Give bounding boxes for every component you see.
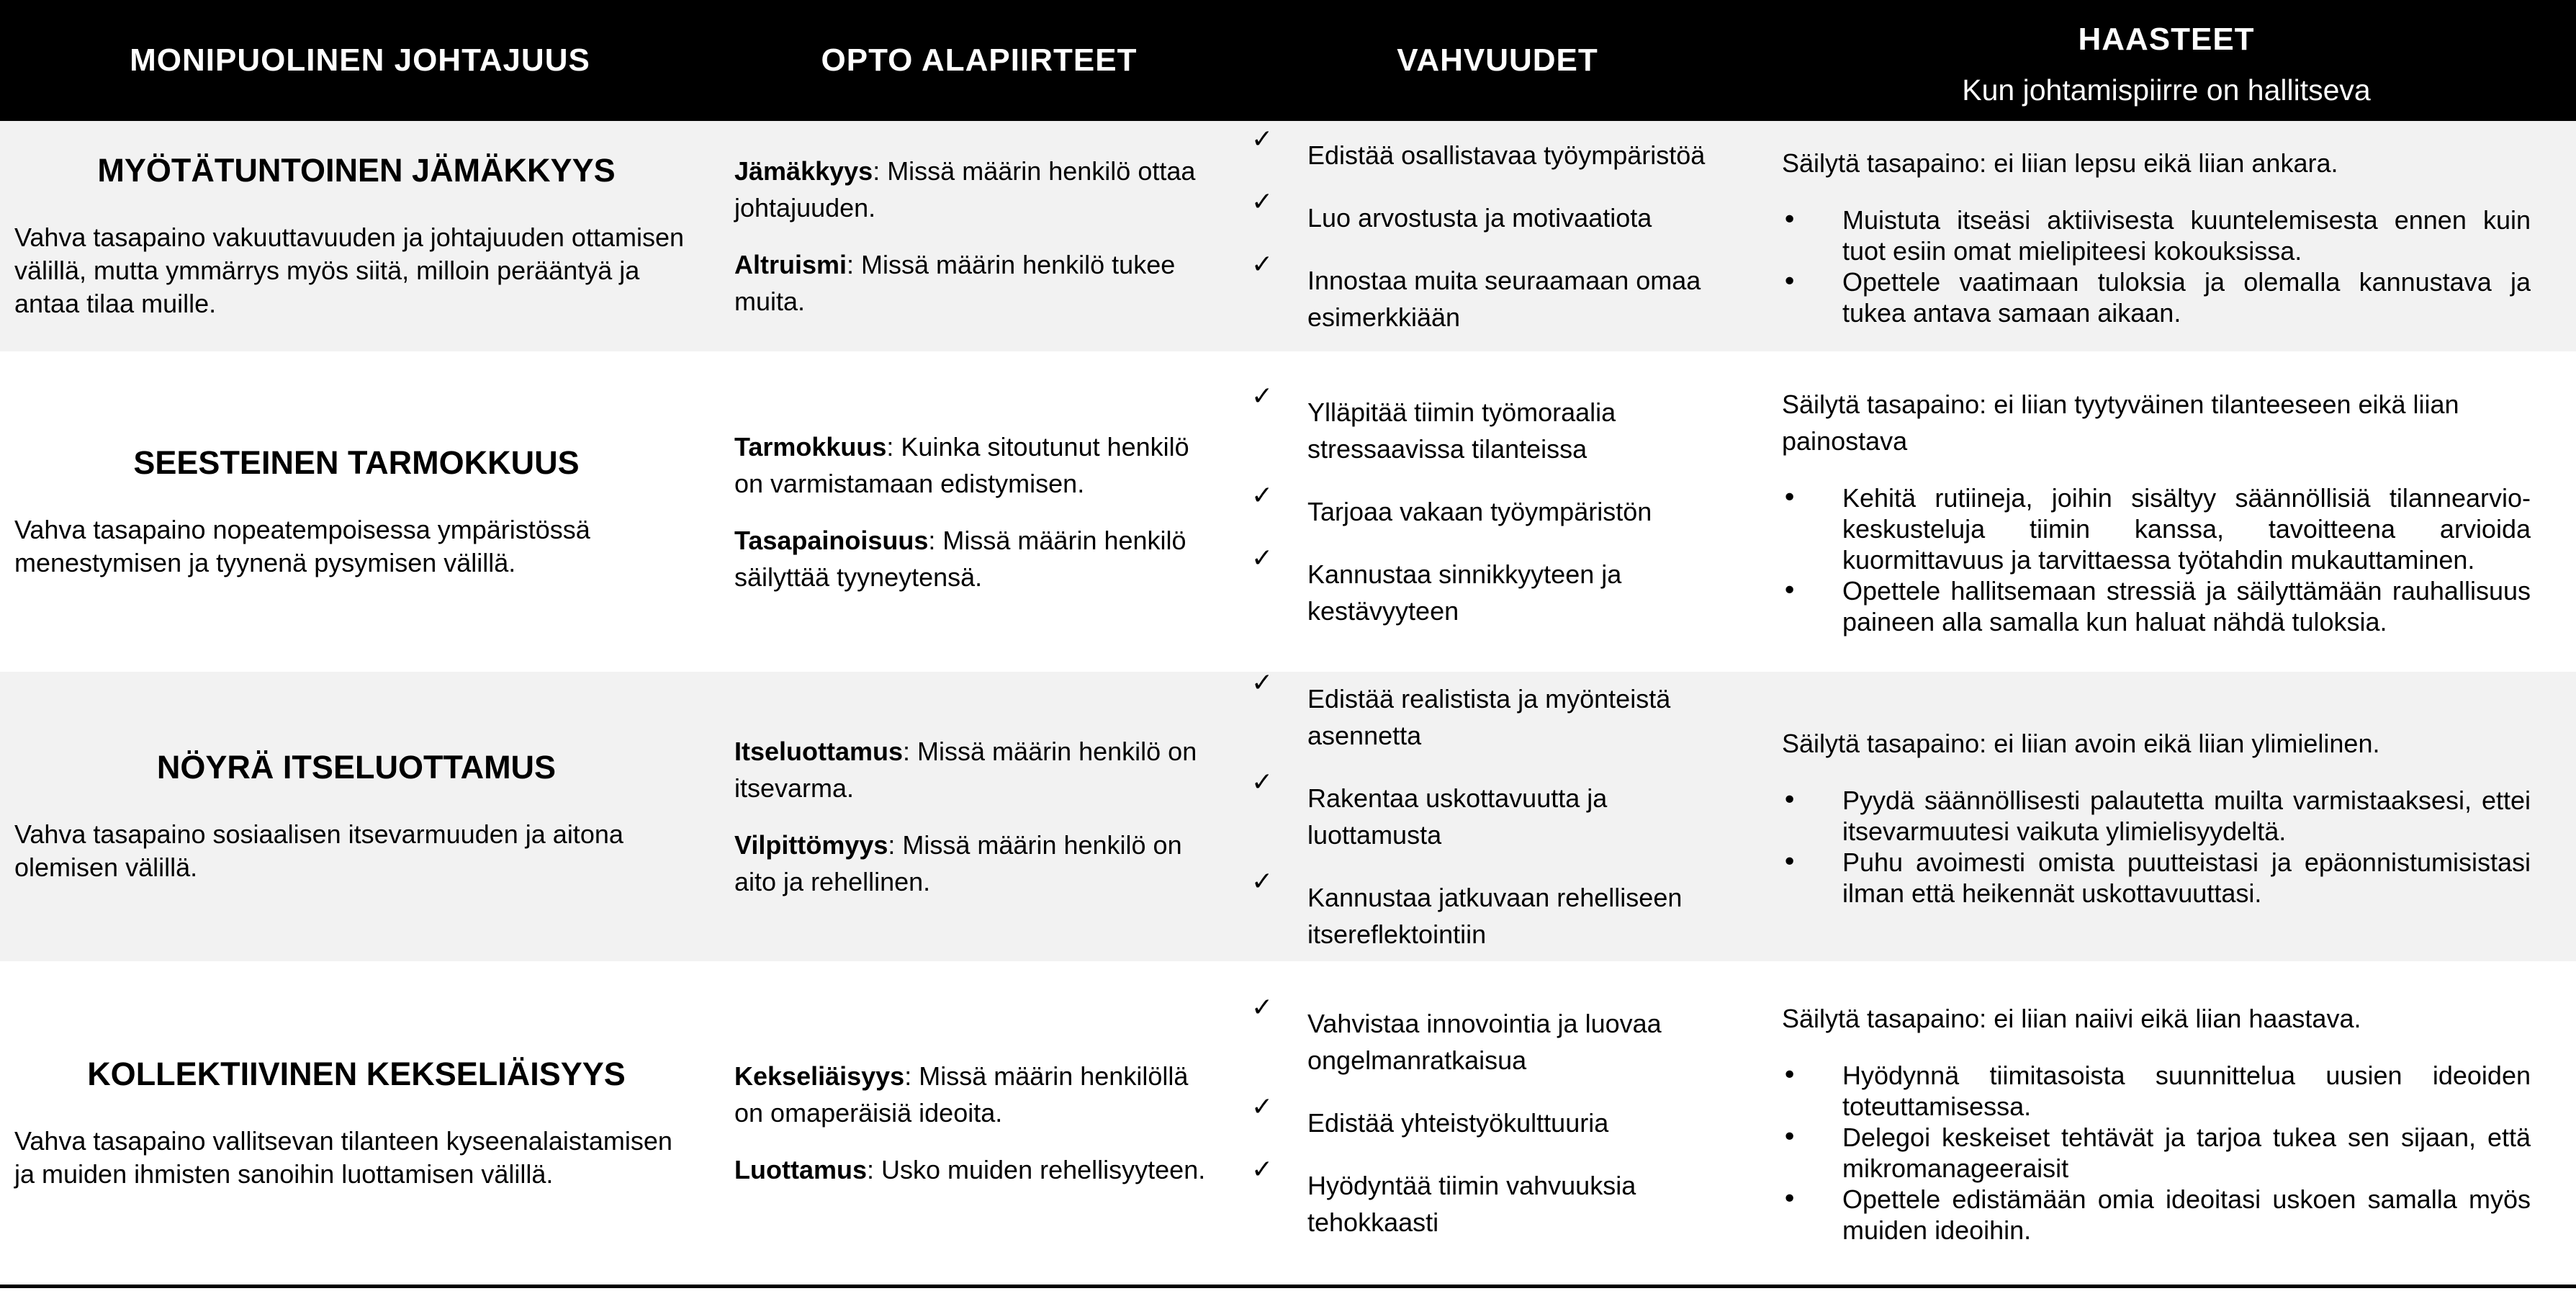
bullet-icon: •: [1782, 1184, 1798, 1214]
bullet-icon: •: [1782, 483, 1798, 513]
check-icon: ✓: [1251, 187, 1274, 217]
strength-text: Luo arvostusta ja motivaatiota: [1307, 203, 1652, 233]
strength-text: Kannustaa jatkuvaan rehelliseen itsereflektointiin: [1307, 883, 1683, 949]
strength-text: Edistää osallistavaa työympäristöä: [1307, 140, 1706, 170]
check-icon: ✓: [1251, 544, 1274, 573]
header-strengths-label: VAHVUUDET: [1397, 42, 1598, 78]
challenge-item: [1782, 575, 2531, 637]
table-header: [0, 0, 2576, 121]
subtrait: [734, 153, 1224, 226]
subtrait-text: : Missä määrin henkilö ottaa johtajuuden.: [734, 156, 1196, 222]
strength-item: [1238, 187, 1742, 236]
subtrait: [734, 733, 1224, 806]
subtrait-name: Itseluottamus: [734, 737, 904, 766]
trait-cell: [0, 961, 713, 1285]
strength-text: Edistää realistista ja myönteistä asennetta: [1307, 684, 1671, 750]
subtrait-text: : Missä määrin henkilö tukee muita.: [734, 250, 1176, 316]
trait-cell: [0, 672, 713, 961]
trait-description: Vahva tasapaino vakuuttavuuden ja johtajuuden ottamisen välillä, mutta ymmärrys myös siitä, milloin perääntyä ja antaa tilaa muille.: [14, 222, 685, 318]
trait-cell: [0, 351, 713, 672]
trait-title: NÖYRÄ ITSELUOTTAMUS: [156, 749, 557, 786]
strength-text: Vahvistaa innovointia ja luovaa ongelmanratkaisua: [1307, 1009, 1662, 1075]
trait-title: MYÖTÄTUNTOINEN JÄMÄKKYYS: [97, 152, 616, 189]
strength-item: [1238, 867, 1742, 953]
challenge-text: Opettele hallitsemaan stressiä ja säilyttämään rauhallisuus paineen alla samalla kun haluat nähdä tuloksia.: [1842, 576, 2531, 636]
bullet-icon: •: [1782, 266, 1798, 297]
challenge-list: [1782, 204, 2531, 328]
strength-text: Rakentaa uskottavuutta ja luottamusta: [1307, 783, 1608, 850]
table-row: [0, 351, 2576, 672]
subtrait: [734, 827, 1224, 900]
strength-text: Tarjoaa vakaan työympäristön: [1307, 497, 1652, 526]
subtraits-cell: [734, 121, 1231, 351]
check-icon: ✓: [1251, 382, 1274, 411]
bullet-icon: •: [1782, 204, 1798, 235]
subtrait-text: : Missä määrin henkilö on aito ja rehellinen.: [734, 830, 1182, 896]
challenge-item: [1782, 204, 2531, 266]
bullet-icon: •: [1782, 785, 1798, 815]
check-icon: ✓: [1251, 1092, 1274, 1122]
bullet-icon: •: [1782, 1061, 1798, 1090]
trait-description: Vahva tasapaino sosiaalisen itsevarmuuden ja aitona olemisen välillä.: [14, 819, 623, 882]
strength-item: [1238, 125, 1742, 174]
strengths-cell: [1238, 351, 1742, 672]
subtraits-cell: [734, 672, 1231, 961]
challenge-text: Opettele vaatimaan tuloksia ja olemalla kannustava ja tukea antava samaan aikaan.: [1842, 266, 2531, 328]
subtrait: [734, 522, 1224, 595]
challenges-cell: [1782, 961, 2531, 1285]
header-leadership: [0, 0, 720, 121]
strength-text: Edistää yhteistyökulttuuria: [1307, 1108, 1609, 1138]
challenge-text: Muistuta itseäsi aktiivisesta kuuntelemisesta ennen kuin tuot esiin omat mielipiteesi kokouksissa.: [1842, 204, 2531, 266]
challenge-text: Kehitä rutiineja, joihin sisältyy säännöllisiä tilannearvio-keskusteluja tiimin kanssa, tavoitteena arvioida kuormittavuus ja tarvittaessa työtahdin mukauttaminen.: [1842, 483, 2531, 575]
challenges-cell: [1782, 121, 2531, 351]
challenge-text: Puhu avoimesti omista puutteistasi ja epäonnistumisistasi ilman että heikennät uskottavuuttasi.: [1842, 847, 2531, 908]
header-challenges: [1757, 0, 2576, 121]
subtrait-name: Kekseliäisyys: [734, 1061, 905, 1091]
challenge-intro: Säilytä tasapaino: ei liian avoin eikä liian ylimielinen.: [1782, 728, 2380, 758]
table-row: [0, 121, 2576, 351]
header-subtraits-label: OPTO ALAPIIRTEET: [821, 42, 1138, 78]
subtrait-name: Tarmokkuus: [734, 431, 887, 462]
bottom-divider: [0, 1285, 2576, 1288]
challenge-item: [1782, 1122, 2531, 1184]
subtrait-text: : Missä määrin henkilö säilyttää tyyneytensä.: [734, 525, 1186, 592]
header-challenges-label: HAASTEET: [2078, 22, 2255, 57]
challenges-cell: [1782, 351, 2531, 672]
bullet-icon: •: [1782, 847, 1798, 877]
challenge-intro: Säilytä tasapaino: ei liian lepsu eikä liian ankara.: [1782, 148, 2338, 178]
check-icon: ✓: [1251, 768, 1274, 797]
subtraits-cell: [734, 961, 1231, 1285]
subtrait: [734, 428, 1224, 502]
strength-item: [1238, 382, 1742, 467]
subtraits-cell: [734, 351, 1231, 672]
trait-description: Vahva tasapaino vallitsevan tilanteen kyseenalaistamisen ja muiden ihmisten sanoihin luottamisen välillä.: [14, 1125, 672, 1189]
subtrait: [734, 1151, 1224, 1188]
check-icon: ✓: [1251, 250, 1274, 279]
challenge-text: Pyydä säännöllisesti palautetta muilta varmistaaksesi, ettei itsevarmuutesi vaikuta ylimielisyydeltä.: [1842, 785, 2531, 846]
strength-text: Hyödyntää tiimin vahvuuksia tehokkaasti: [1307, 1171, 1636, 1237]
challenge-intro: Säilytä tasapaino: ei liian naiivi eikä liian haastava.: [1782, 1004, 2361, 1033]
strength-item: [1238, 768, 1742, 853]
strengths-cell: [1238, 668, 1742, 961]
subtrait-name: Luottamus: [734, 1155, 867, 1184]
trait-description: Vahva tasapaino nopeatempoisessa ympäristössä menestymisen ja tyynenä pysymisen välillä.: [14, 514, 590, 577]
challenges-cell: [1782, 672, 2531, 961]
header-subtraits: [720, 0, 1238, 121]
header-leadership-label: MONIPUOLINEN JOHTAJUUS: [130, 42, 590, 78]
strengths-cell: [1238, 961, 1742, 1285]
check-icon: ✓: [1251, 481, 1274, 510]
challenge-item: [1782, 1060, 2531, 1122]
subtrait-text: : Usko muiden rehellisyyteen.: [867, 1155, 1206, 1184]
check-icon: ✓: [1251, 125, 1274, 154]
strength-item: [1238, 544, 1742, 629]
strength-item: [1238, 1155, 1742, 1241]
check-icon: ✓: [1251, 668, 1274, 698]
challenge-list: [1782, 785, 2531, 909]
subtrait: [734, 246, 1224, 320]
subtrait: [734, 1058, 1224, 1131]
challenge-list: [1782, 1060, 2531, 1246]
trait-title: KOLLEKTIIVINEN KEKSELIÄISYYS: [87, 1055, 626, 1092]
subtrait-text: : Missä määrin henkilö on itsevarma.: [734, 737, 1197, 803]
subtrait-text: : Kuinka sitoutunut henkilö on varmistamaan edistymisen.: [734, 431, 1189, 498]
challenge-text: Opettele edistämään omia ideoitasi uskoen samalla myös muiden ideoihin.: [1842, 1184, 2531, 1245]
challenge-item: [1782, 1184, 2531, 1246]
strength-item: [1238, 993, 1742, 1079]
strength-item: [1238, 1092, 1742, 1141]
strength-item: [1238, 250, 1742, 336]
table-row: [0, 961, 2576, 1285]
bullet-icon: •: [1782, 1123, 1798, 1152]
strengths-cell: [1238, 121, 1742, 351]
challenge-item: [1782, 266, 2531, 328]
subtrait-name: Jämäkkyys: [734, 156, 873, 186]
check-icon: ✓: [1251, 1155, 1274, 1184]
strength-item: [1238, 668, 1742, 754]
trait-title: SEESTEINEN TARMOKKUUS: [133, 444, 580, 481]
subtrait-text: : Missä määrin henkilöllä on omaperäisiä ideoita.: [734, 1061, 1189, 1128]
challenge-intro: Säilytä tasapaino: ei liian tyytyväinen tilanteeseen eikä liian painostava: [1782, 390, 2459, 456]
table-row: [0, 668, 2576, 961]
challenge-list: [1782, 482, 2531, 637]
strength-text: Kannustaa sinnikkyyteen ja kestävyyteen: [1307, 559, 1622, 626]
subtrait-name: Tasapainoisuus: [734, 525, 929, 555]
header-strengths: [1238, 0, 1757, 121]
strength-text: Innostaa muita seuraamaan omaa esimerkkiään: [1307, 266, 1701, 332]
trait-cell: [0, 121, 713, 351]
strength-text: Ylläpitää tiimin työmoraalia stressaavissa tilanteissa: [1307, 397, 1616, 464]
check-icon: ✓: [1251, 993, 1274, 1022]
challenge-item: [1782, 482, 2531, 575]
header-challenges-subtitle: Kun johtamispiirre on hallitseva: [1962, 73, 2371, 107]
bullet-icon: •: [1782, 576, 1798, 606]
challenge-item: [1782, 847, 2531, 909]
challenge-item: [1782, 785, 2531, 847]
subtrait-name: Altruismi: [734, 250, 847, 279]
check-icon: ✓: [1251, 867, 1274, 896]
challenge-text: Hyödynnä tiimitasoista suunnittelua uusien ideoiden toteuttamisessa.: [1842, 1061, 2531, 1121]
strength-item: [1238, 481, 1742, 530]
challenge-text: Delegoi keskeiset tehtävät ja tarjoa tukea sen sijaan, että mikromanageeraisit: [1842, 1123, 2531, 1183]
subtrait-name: Vilpittömyys: [734, 830, 888, 860]
